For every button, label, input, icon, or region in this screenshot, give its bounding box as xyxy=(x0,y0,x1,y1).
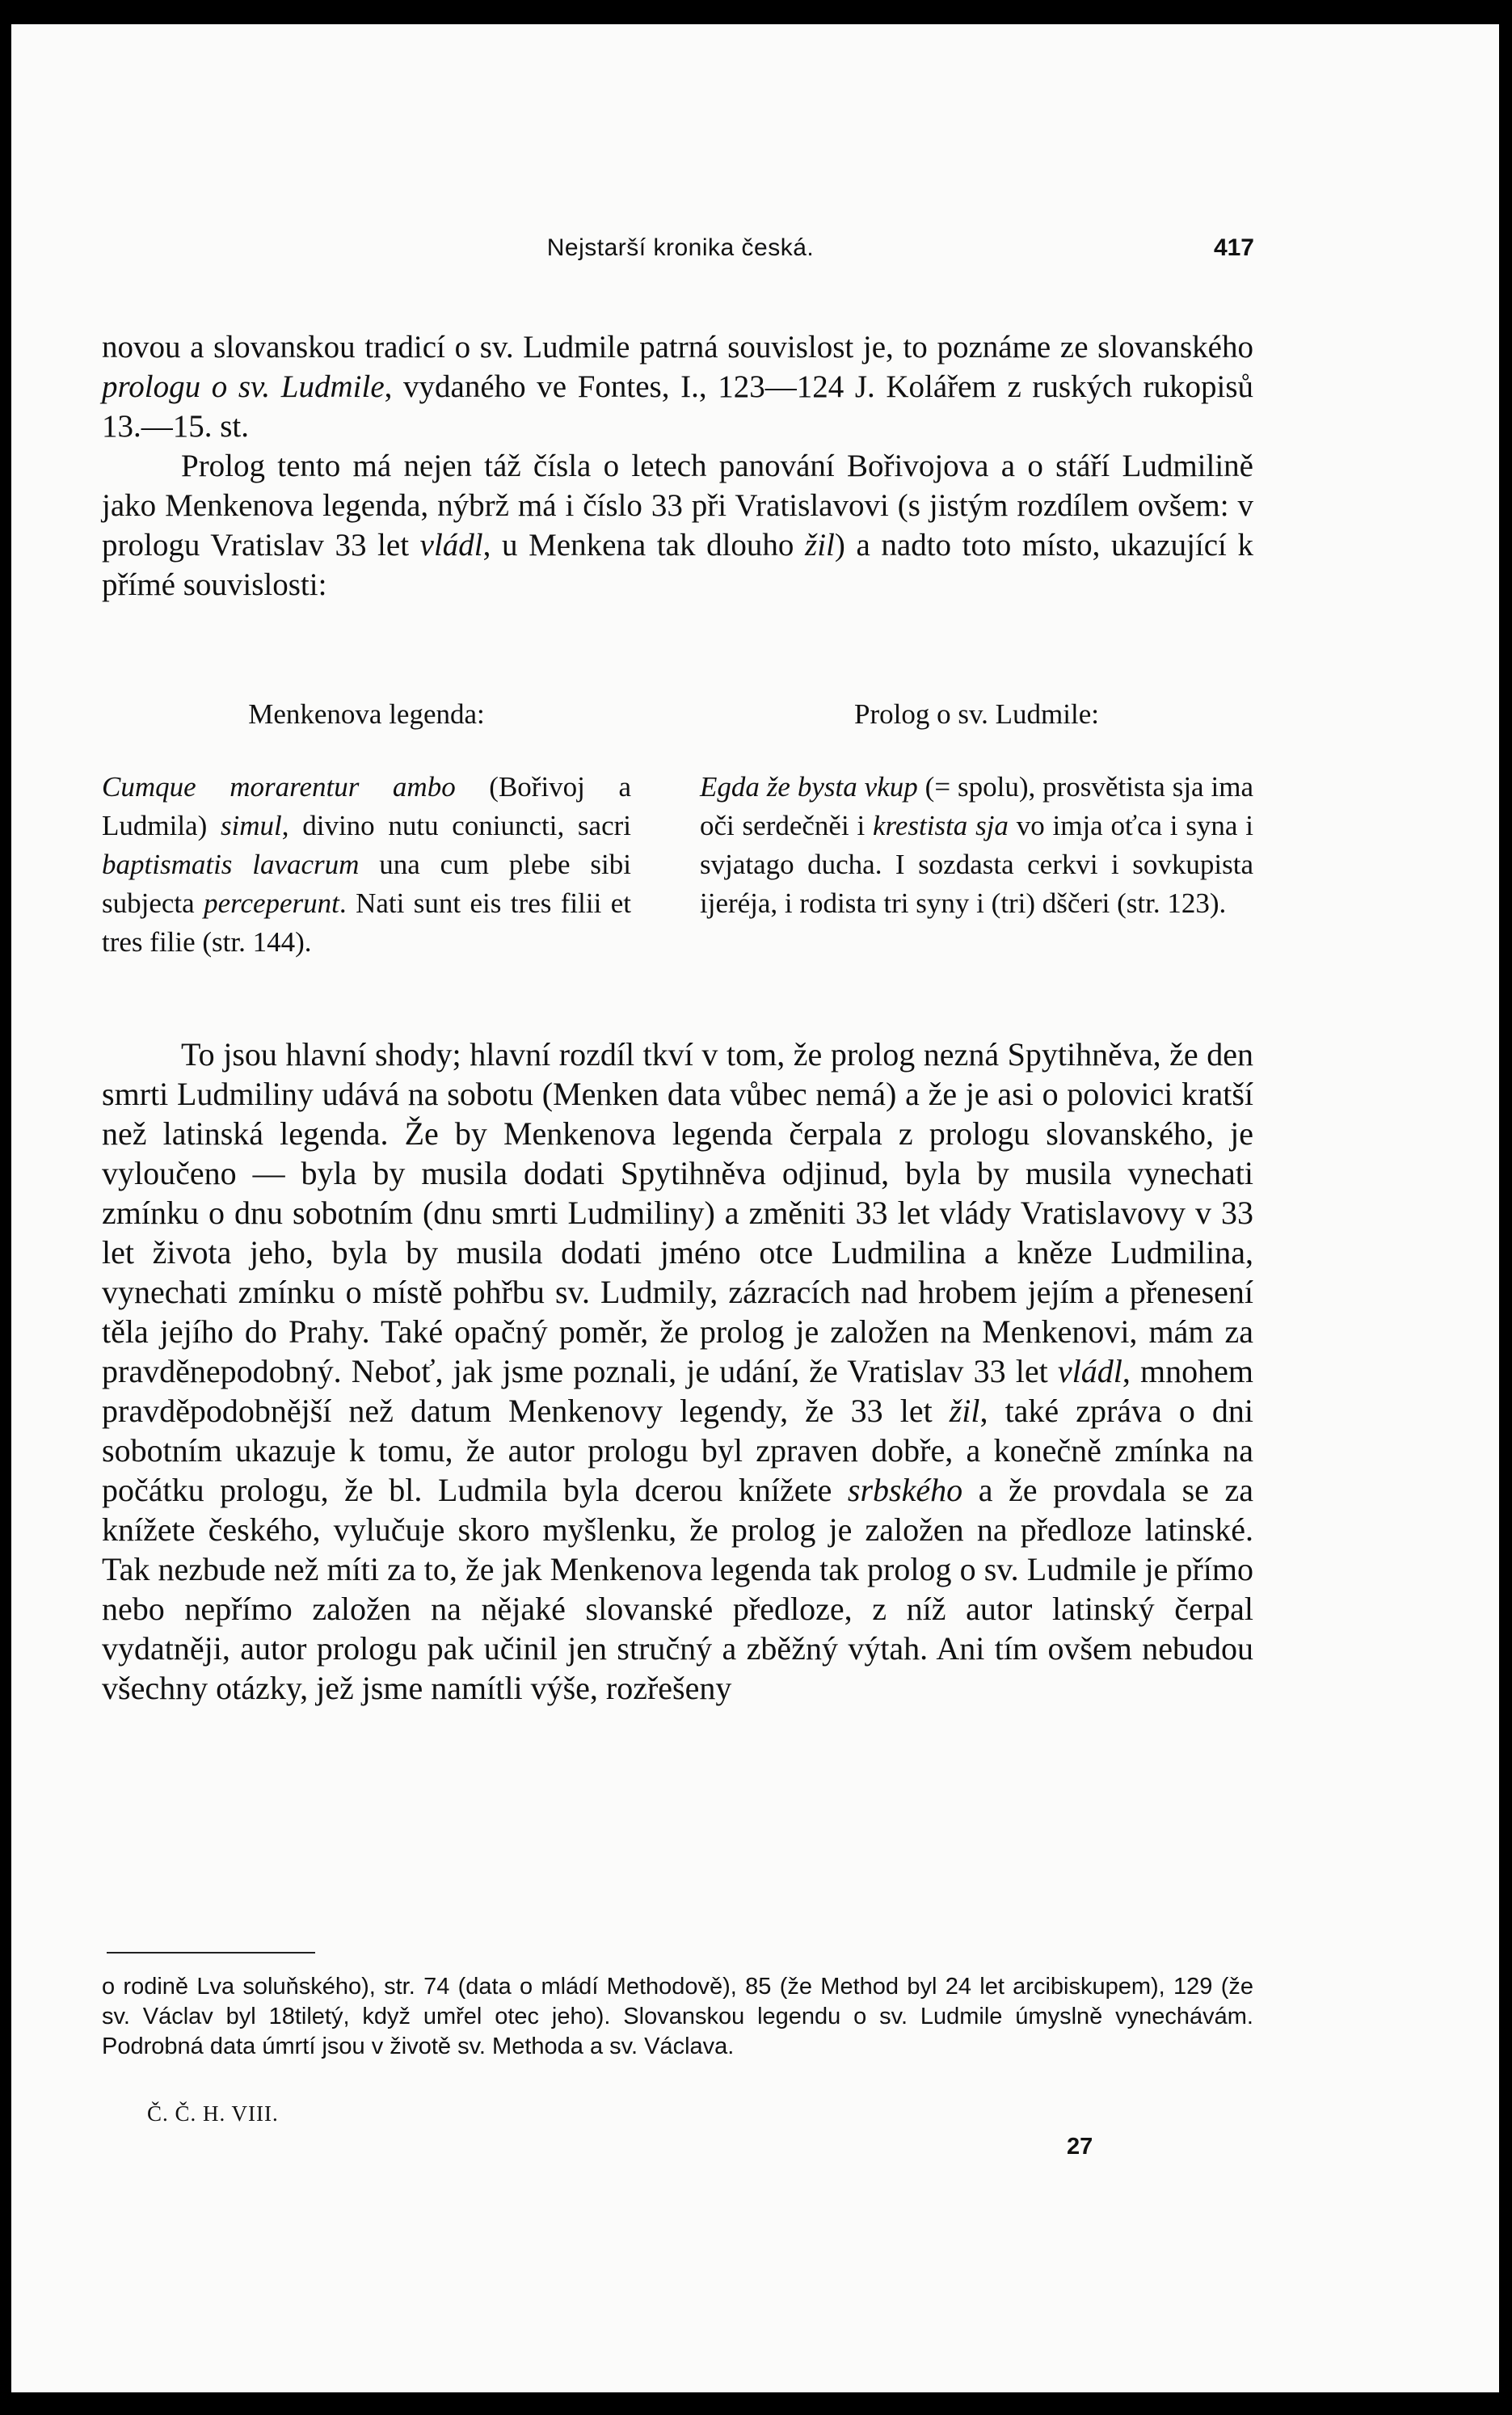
main-paragraph xyxy=(102,1035,1253,1708)
text-run: vo imja oťca i syna i svjatago ducha. I sozdasta cerkvi i sovkupista ijeréja, i rodista tri syny i (tri) dščeri (str. 123). xyxy=(700,810,1253,919)
italic-run: simul xyxy=(220,810,282,841)
running-title: Nejstarší kronika česká. xyxy=(546,234,815,261)
text-run: , také zpráva o dni sobotním ukazuje k tomu, že autor prologu byl zpraven dobře, a konečně zmínka na počátku prologu, že bl. Ludmila byla dcerou knížete xyxy=(102,1393,1253,1508)
italic-run: baptismatis lavacrum xyxy=(102,849,360,880)
text-run: Prolog tento má nejen táž čísla o letech panování Bořivojova a o stáří Ludmilině jako Menkenova legenda, nýbrž má i číslo 33 při Vratislavovi (s jistým rozdílem ovšem: v prologu Vratislav 33 let xyxy=(102,449,1253,563)
sheet-number: 27 xyxy=(1067,2134,1093,2160)
text-run: , vydaného ve Fontes, I., 123—124 J. Kolářem z ruských rukopisů 13.—15. st. xyxy=(102,369,1253,444)
text-run: (Bořivoj a Ludmila) xyxy=(102,771,632,841)
italic-title: prologu o sv. Ludmile xyxy=(102,369,385,404)
book-page xyxy=(11,24,1499,2392)
text-run: novou a slovanskou tradicí o sv. Ludmile patrná souvislost je, to poznáme ze slovanského xyxy=(102,330,1253,365)
italic-run: Cumque morarentur ambo xyxy=(102,771,456,803)
column-menken xyxy=(102,695,631,962)
text-run: una cum plebe sibi subjecta xyxy=(102,849,631,919)
running-head xyxy=(107,234,1254,283)
sheet-signature: Č. Č. H. VIII. xyxy=(147,2101,279,2126)
intro-paragraph-2 xyxy=(102,446,1253,605)
italic-word: srbského xyxy=(847,1472,963,1508)
text-run: ) a nadto toto místo, ukazující k přímé souvislosti: xyxy=(102,528,1254,602)
italic-word: žil xyxy=(949,1393,980,1429)
column-heading-prolog: Prolog o sv. Ludmile: xyxy=(853,698,1099,730)
main-section xyxy=(102,1035,1253,1708)
footnote: o rodině Lva soluňského), str. 74 (data o mládí Methodově), 85 (že Method byl 24 let arcibiskupem), 129 (že sv. Václav byl 18tiletý, když umřel otec jeho). Slovanskou legendu o sv. Ludmile úmyslně vynechávám. Podrobná data úmrtí jsou v životě sv. Methoda a sv. Václava. xyxy=(102,1974,1253,2059)
column-prolog xyxy=(700,695,1253,923)
prolog-quote xyxy=(700,768,1253,923)
text-run: , u Menkena tak dlouho xyxy=(482,528,806,563)
text-run: a že provdala se za knížete českého, vylučuje skoro myšlenku, že prolog je založen na předloze latinské. Tak nezbude než míti za to, že jak Menkenova legenda tak prolog o sv. Ludmile je přímo nebo nepřímo založen na nějaké slovanské předloze, z níž autor latinský čerpal vydatněji, autor prologu pak učinil jen stručný a zběžný výtah. Ani tím ovšem nebudou všechny otázky, jež jsme namítli výše, rozřešeny xyxy=(102,1472,1254,1706)
italic-word: vládl xyxy=(419,528,483,563)
intro-section xyxy=(102,327,1253,605)
text-run: To jsou hlavní shody; hlavní rozdíl tkví v tom, že prolog nezná Spytihněva, že den smrti Ludmiliny udává na sobotu (Menken data vůbec nemá) a že je asi o polovici kratší než latinská legenda. Že by Menkenova legenda čerpala z prologu slovanského, je vyloučeno — byla by musila dodati Spytihněva odjinud, byla by musila vynechati zmínku o dnu sobotním (dnu smrti Ludmiliny) a změniti 33 let vlády Vratislavovy v 33 let života jeho, byla by musila dodati jméno otce Ludmilina a kněze Ludmilina, vynechati zmínku o místě pohřbu sv. Ludmily, zázracích nad hrobem jejím a přenesení těla jejího do Prahy. Také opačný poměr, že prolog je založen na Menkenovi, mám za pravděnepodobný. Neboť, jak jsme poznali, je udání, že Vratislav 33 let xyxy=(102,1036,1253,1389)
column-heading-menken: Menkenova legenda: xyxy=(248,698,485,730)
menken-quote xyxy=(102,768,631,962)
text-run: , mnohem pravděpodobnější než datum Menkenovy legendy, že 33 let xyxy=(102,1353,1253,1429)
italic-word: vládl xyxy=(1057,1353,1122,1389)
italic-run: perceperunt xyxy=(204,887,339,919)
italic-run: krestista sja xyxy=(872,810,1009,841)
italic-run: Egda že bysta vkup xyxy=(700,771,918,803)
italic-word: žil xyxy=(805,528,835,563)
text-run: (= spolu), prosvětista sja ima oči serdečněi i xyxy=(700,771,1253,841)
page-number: 417 xyxy=(1213,234,1254,261)
text-run: , divino nutu coniuncti, sacri xyxy=(281,810,632,841)
footnote-divider xyxy=(107,1952,315,1953)
text-run: . Nati sunt eis tres filii et tres filie (str. 144). xyxy=(102,887,631,958)
intro-paragraph-1 xyxy=(102,327,1253,446)
